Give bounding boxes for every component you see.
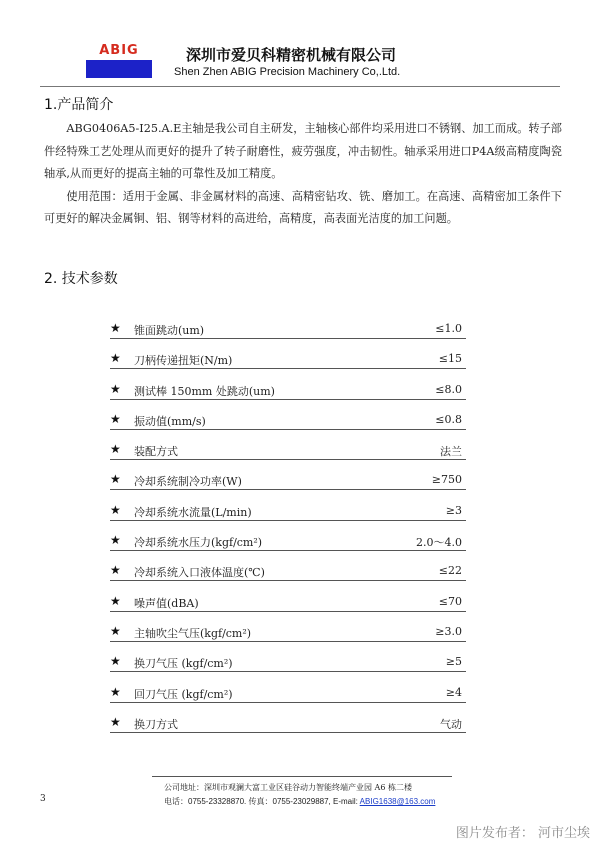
spec-row xyxy=(110,469,466,499)
spec-label: 冷却系统水流量(L/min) xyxy=(134,505,252,519)
spec-label: 换刀气压 (kgf/cm²) xyxy=(134,657,233,671)
star-icon: ★ xyxy=(110,623,121,638)
star-icon: ★ xyxy=(110,502,121,517)
section-title-intro: 1.产品简介 xyxy=(44,97,114,113)
star-icon: ★ xyxy=(110,472,121,487)
spec-value: 法兰 xyxy=(440,445,462,459)
spec-label: 噪声值(dBA) xyxy=(134,596,199,610)
footer-address: 公司地址：深圳市观澜大富工业区硅谷动力智能终端产业园 A6 栋二楼 xyxy=(164,783,412,792)
star-icon: ★ xyxy=(110,563,121,578)
spec-value: 2.0～4.0 xyxy=(416,536,462,550)
spec-list xyxy=(110,318,466,742)
spec-label: 刀柄传递扭矩(N/m) xyxy=(134,354,233,368)
star-icon: ★ xyxy=(110,684,121,699)
star-icon: ★ xyxy=(110,411,121,426)
spec-value: ≤0.8 xyxy=(435,412,462,426)
spec-underline xyxy=(110,429,466,430)
star-icon: ★ xyxy=(110,593,121,608)
email-link[interactable]: ABIG1638@163.com xyxy=(359,797,436,806)
spec-underline xyxy=(110,399,466,400)
spec-value: ≤1.0 xyxy=(435,322,462,335)
star-icon: ★ xyxy=(110,321,121,335)
spec-row xyxy=(110,530,466,560)
spec-underline xyxy=(110,641,466,642)
star-icon: ★ xyxy=(110,381,121,396)
spec-underline xyxy=(110,489,466,490)
logo-text: ABIG xyxy=(99,43,139,58)
spec-underline xyxy=(110,732,466,733)
intro-paragraph: ABG0406A5-I25.A.E主轴是我公司自主研发，主轴核心部件均采用进口不锈钢、加工而成。转子部件经特殊工艺处理从而更好的提升了转子耐磨性，疲劳强度，冲击韧性。轴承采用进口P4A级高精度陶瓷轴承,从而更好的提高主轴的可靠性及加工精度。 xyxy=(44,122,562,180)
spec-value: ≥3 xyxy=(445,503,462,517)
spec-underline xyxy=(110,459,466,460)
spec-row xyxy=(110,439,466,469)
spec-value: ≤22 xyxy=(438,564,462,578)
header-divider xyxy=(40,86,560,87)
logo-bar xyxy=(86,60,152,78)
spec-row xyxy=(110,560,466,590)
page-header xyxy=(0,0,600,90)
spec-row xyxy=(110,591,466,621)
section-title-specs: 2. 技术参数 xyxy=(44,271,118,287)
spec-label: 测试棒 150mm 处跳动(um) xyxy=(134,384,275,398)
spec-underline xyxy=(110,520,466,521)
spec-row xyxy=(110,500,466,530)
spec-row xyxy=(110,621,466,651)
spec-underline xyxy=(110,550,466,551)
intro-paragraphs xyxy=(44,118,562,231)
star-icon: ★ xyxy=(110,351,121,366)
spec-label: 锥面跳动(um) xyxy=(134,324,205,337)
spec-value: ≥3.0 xyxy=(435,624,462,638)
spec-row xyxy=(110,318,466,348)
spec-label: 冷却系统水压力(kgf/cm²) xyxy=(134,536,263,550)
spec-value: ≤15 xyxy=(438,352,462,366)
scope-paragraph: 使用范围：适用于金属、非金属材料的高速、高精密钻攻、铣、磨加工。在高速、高精密加工条件下可更好的解决金属铜、铝、钢等材料的高进给，高精度，高表面光洁度的加工问题。 xyxy=(44,189,562,225)
company-name-cn: 深圳市爱贝科精密机械有限公司 xyxy=(186,46,397,64)
spec-value: ≤8.0 xyxy=(435,382,462,396)
spec-label: 主轴吹尘气压(kgf/cm²) xyxy=(134,626,252,640)
spec-underline xyxy=(110,671,466,672)
spec-row xyxy=(110,348,466,378)
spec-underline xyxy=(110,611,466,612)
spec-label: 换刀方式 xyxy=(134,717,178,731)
spec-value: ≥4 xyxy=(445,685,462,699)
spec-underline xyxy=(110,702,466,703)
spec-underline xyxy=(110,368,466,369)
spec-label: 冷却系统入口液体温度(℃) xyxy=(134,566,265,580)
spec-row xyxy=(110,682,466,712)
spec-label: 振动值(mm/s) xyxy=(134,414,206,428)
spec-value: ≥5 xyxy=(445,655,462,669)
spec-row xyxy=(110,379,466,409)
footer-divider xyxy=(152,776,452,777)
spec-value: ≤70 xyxy=(438,594,462,608)
spec-underline xyxy=(110,338,466,339)
footer-phone-fax: 电话：0755-23328870. 传真：0755-23029887, E-mail: xyxy=(164,797,360,806)
star-icon: ★ xyxy=(110,654,121,669)
spec-value: ≥750 xyxy=(431,473,462,487)
star-icon: ★ xyxy=(110,533,121,548)
watermark: 图片发布者： 河市尘埃 xyxy=(455,826,590,841)
spec-label: 回刀气压 (kgf/cm²) xyxy=(134,687,233,701)
footer-contact xyxy=(164,796,435,807)
star-icon: ★ xyxy=(110,442,121,457)
spec-underline xyxy=(110,580,466,581)
spec-row xyxy=(110,712,466,742)
page-number: 3 xyxy=(40,794,46,804)
abig-logo xyxy=(86,44,152,78)
spec-row xyxy=(110,651,466,681)
spec-label: 冷却系统制冷功率(W) xyxy=(134,475,242,489)
spec-row xyxy=(110,409,466,439)
star-icon: ★ xyxy=(110,714,121,729)
spec-label: 装配方式 xyxy=(134,445,178,459)
spec-value: 气动 xyxy=(440,717,462,731)
company-name-en: Shen Zhen ABIG Precision Machinery Co,.Ltd. xyxy=(174,66,401,78)
